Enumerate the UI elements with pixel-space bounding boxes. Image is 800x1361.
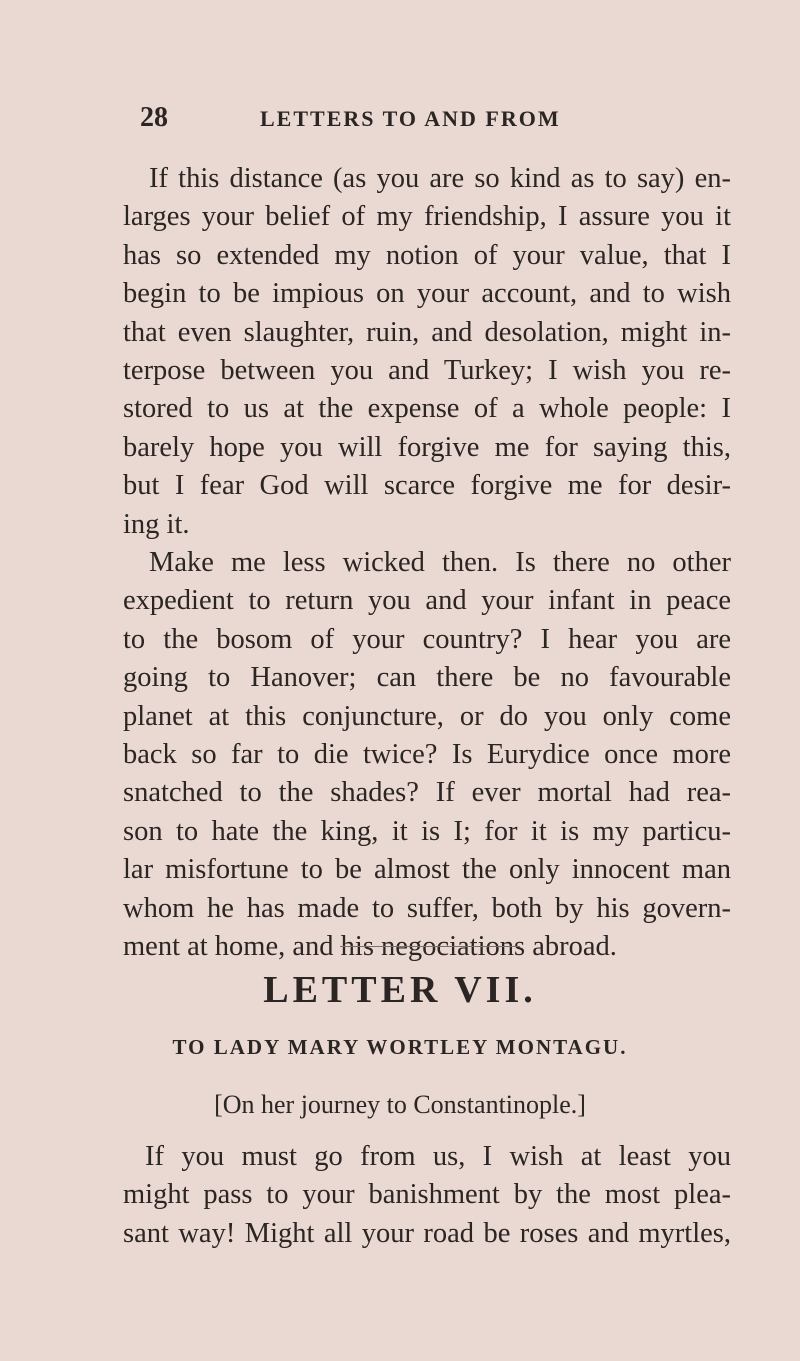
running-head: LETTERS TO AND FROM <box>260 106 561 131</box>
page-header <box>140 102 740 142</box>
text-line: lar misfortune to be almost the only innocent man <box>123 854 731 886</box>
text-line: If you must go from us, I wish at least you <box>145 1141 731 1172</box>
letter-recipient: TO LADY MARY WORTLEY MONTAGU. <box>172 1035 628 1059</box>
text-line: might pass to your banishment by the most plea- <box>123 1179 731 1211</box>
text-line: planet at this conjuncture, or do you only come <box>123 700 731 732</box>
text-line: ment at home, and his negociations abroad. <box>123 931 617 963</box>
text-line: back so far to die twice? Is Eurydice once more <box>123 739 731 771</box>
letter-occasion: [On her journey to Constantinople.] <box>214 1090 586 1119</box>
page-number: 28 <box>140 102 168 133</box>
text-line: snatched to the shades? If ever mortal had rea- <box>123 777 731 809</box>
section-divider <box>340 946 520 947</box>
text-line: has so extended my notion of your value, that I <box>123 239 731 271</box>
text-line: expedient to return you and your infant in peace <box>123 585 731 617</box>
text-line: barely hope you will forgive me for saying this, <box>123 431 731 463</box>
text-line: terpose between you and Turkey; I wish you re- <box>123 355 731 387</box>
text-line: but I fear God will scarce forgive me for desir- <box>123 470 731 502</box>
text-line: that even slaughter, ruin, and desolation, might in- <box>123 316 731 348</box>
text-line: sant way! Might all your road be roses and myrtles, <box>123 1217 731 1249</box>
text-line: going to Hanover; can there be no favourable <box>123 662 731 694</box>
text-line: If this distance (as you are so kind as to say) en- <box>149 163 731 194</box>
letter-title: LETTER VII. <box>263 969 537 1011</box>
text-line: larges your belief of my friendship, I assure you it <box>123 201 731 233</box>
text-line: to the bosom of your country? I hear you are <box>123 623 731 655</box>
text-line: ing it. <box>123 508 190 540</box>
paragraph-2 <box>123 544 731 966</box>
letter-body <box>123 1138 731 1253</box>
text-line: stored to us at the expense of a whole people: I <box>123 393 731 425</box>
paragraph-1 <box>123 160 731 544</box>
text-line: whom he has made to suffer, both by his govern- <box>123 892 731 924</box>
text-line: Make me less wicked then. Is there no other <box>149 547 731 578</box>
text-line: begin to be impious on your account, and to wish <box>123 278 731 310</box>
text-line: son to hate the king, it is I; for it is my particu- <box>123 815 731 847</box>
